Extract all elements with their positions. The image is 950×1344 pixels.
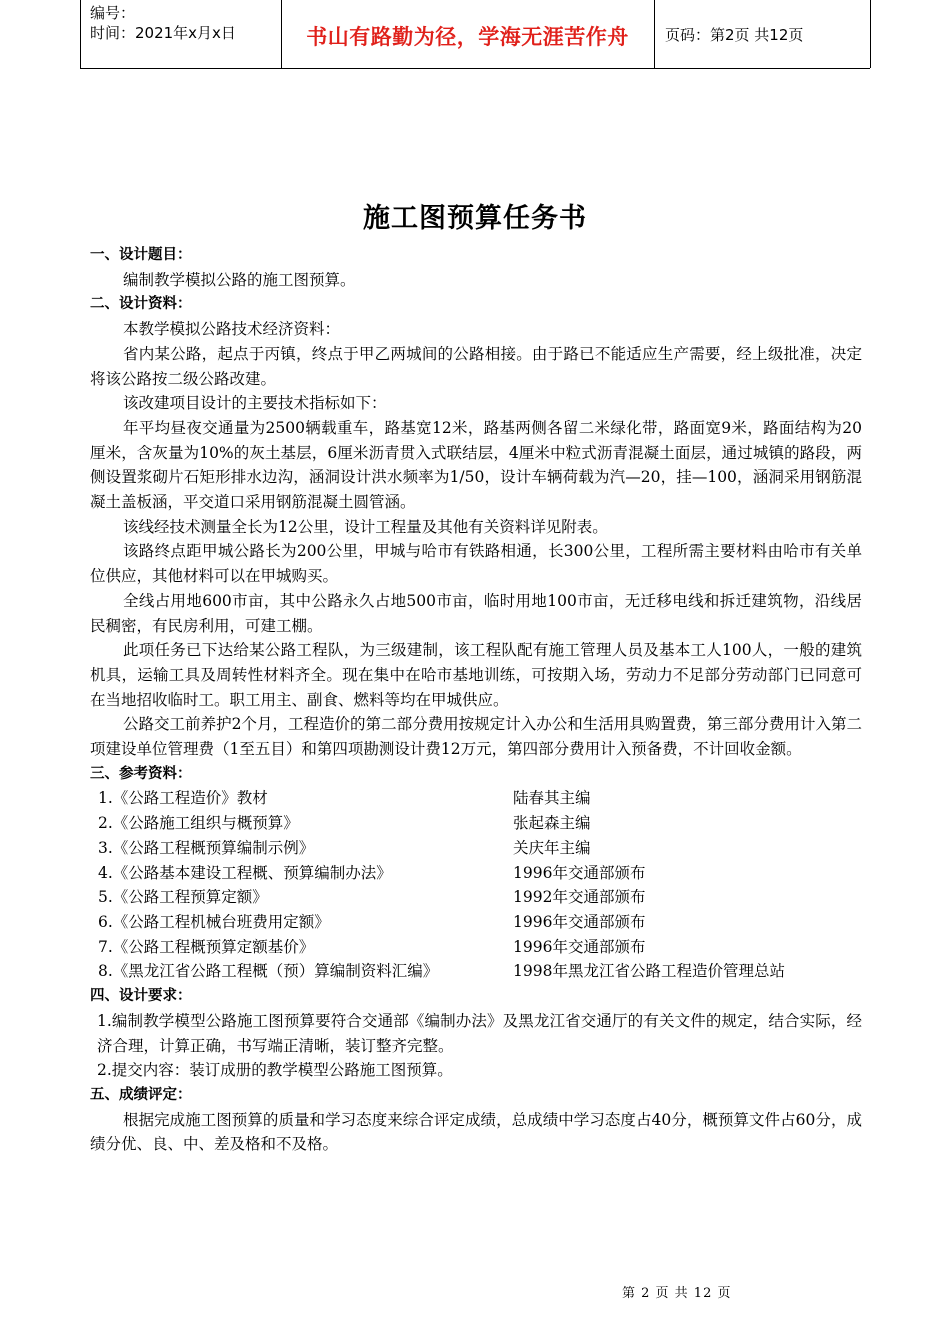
- reference-item: [90, 836, 862, 861]
- section-1-heading: 一、设计题目：: [90, 247, 192, 263]
- reference-title: 2.《公路施工组织与概预算》: [98, 814, 299, 833]
- reference-item: [90, 935, 862, 960]
- section-5-heading: 五、成绩评定：: [90, 1086, 192, 1103]
- section-2-paragraph: 该改建项目设计的主要技术指标如下：: [123, 394, 387, 413]
- requirement-item: 2.提交内容：装订成册的教学模型公路施工图预算。: [97, 1061, 453, 1080]
- reference-title: 4.《公路基本建设工程概、预算编制办法》: [98, 863, 392, 882]
- header-motto-cell: [281, 0, 655, 68]
- reference-item: [90, 910, 862, 935]
- page-footer: 第 2 页 共 12 页: [622, 1286, 732, 1301]
- reference-source: 1996年交通部颁布: [513, 863, 646, 882]
- section-4-heading: 四、设计要求：: [90, 988, 192, 1005]
- section-2-paragraph: 省内某公路，起点于丙镇，终点于甲乙两城间的公路相接。由于路已不能适应生产需要，经上级批准，决定将该公路按二级公路改建。: [90, 344, 862, 388]
- header-left-cell: [80, 0, 282, 68]
- section-2-heading: 二、设计资料：: [90, 296, 192, 313]
- reference-source: 1992年交通部颁布: [513, 888, 646, 907]
- reference-source: 陆春其主编: [513, 789, 591, 808]
- reference-title: 3.《公路工程概预算编制示例》: [98, 838, 315, 857]
- section-3-heading: 三、参考资料：: [90, 765, 192, 782]
- section-2-paragraph: 此项任务已下达给某公路工程队，为三级建制，该工程队配有施工管理人员及基本工人100人，一般的建筑机具，运输工具及周转性材料齐全。现在集中在哈市基地训练，可按期入场，劳动力不足部分劳动部门已同意可在当地招收临时工。职工用主、副食、燃料等均在甲城供应。: [90, 641, 862, 709]
- section-1-text: 编制教学模拟公路的施工图预算。: [123, 270, 356, 289]
- page-header: [80, 0, 870, 69]
- reference-source: 关庆年主编: [513, 838, 591, 857]
- header-page-cell: [655, 0, 871, 68]
- section-5-text: 根据完成施工图预算的质量和学习态度来综合评定成绩，总成绩中学习态度占40分，概预算文件占60分，成绩分优、良、中、差及格和不及格。: [90, 1110, 862, 1154]
- reference-source: 张起森主编: [513, 814, 591, 833]
- section-2-paragraph: 全线占用地600市亩，其中公路永久占地500市亩，临时用地100市亩，无迁移电线和拆迁建筑物，沿线居民稠密，有民房利用，可建工棚。: [90, 591, 862, 635]
- reference-title: 8.《黑龙江省公路工程概（预）算编制资料汇编》: [98, 962, 439, 981]
- number-label: 编号：: [90, 4, 136, 22]
- section-2-paragraph: 该线经技术测量全长为12公里，设计工程量及其他有关资料详见附表。: [123, 517, 608, 536]
- motto-text: 书山有路勤为径，学海无涯苦作舟: [306, 25, 629, 49]
- reference-item: [90, 861, 862, 886]
- section-2-paragraph: 本教学模拟公路技术经济资料：: [123, 320, 341, 339]
- document-body: [90, 243, 862, 1157]
- reference-item: [90, 786, 862, 811]
- reference-item: [90, 959, 862, 984]
- reference-item: [90, 811, 862, 836]
- page-info: 页码：第2页 共12页: [665, 26, 804, 44]
- time-label: 时间：2021年x月x日: [90, 24, 236, 42]
- section-2-paragraph: 年平均昼夜交通量为2500辆载重车，路基宽12米，路基两侧各留二米绿化带，路面宽9米，路面结构为20厘米，含灰量为10%的灰土基层，6厘米沥青贯入式联结层，4厘米中粒式沥青混凝土面层，通过城镇的路段，两侧设置浆砌片石矩形排水边沟，涵洞设计洪水频率为1/50，设计车辆荷载为汽—20，挂—100，涵洞采用钢筋混凝土盖板涵，平交道口采用钢筋混凝土圆管涵。: [90, 418, 862, 512]
- reference-title: 1.《公路工程造价》教材: [98, 789, 268, 808]
- document-title: 施工图预算任务书: [363, 203, 587, 234]
- reference-title: 5.《公路工程预算定额》: [98, 888, 268, 907]
- reference-source: 1996年交通部颁布: [513, 912, 646, 931]
- reference-item: [90, 885, 862, 910]
- reference-title: 6.《公路工程机械台班费用定额》: [98, 912, 330, 931]
- reference-source: 1998年黑龙江省公路工程造价管理总站: [513, 962, 785, 981]
- section-2-paragraph: 公路交工前养护2个月，工程造价的第二部分费用按规定计入办公和生活用具购置费，第三部分费用计入第二项建设单位管理费（1至五目）和第四项勘测设计费12万元，第四部分费用计入预备费，不计回收金额。: [90, 715, 862, 759]
- section-2-paragraph: 该路终点距甲城公路长为200公里，甲城与哈市有铁路相通，长300公里，工程所需主要材料由哈市有关单位供应，其他材料可以在甲城购买。: [90, 542, 862, 586]
- reference-title: 7.《公路工程概预算定额基价》: [98, 937, 315, 956]
- reference-source: 1996年交通部颁布: [513, 937, 646, 956]
- requirement-item: 1.编制教学模型公路施工图预算要符合交通部《编制办法》及黑龙江省交通厅的有关文件的规定，结合实际，经济合理，计算正确，书写端正清晰，装订整齐完整。: [97, 1011, 862, 1055]
